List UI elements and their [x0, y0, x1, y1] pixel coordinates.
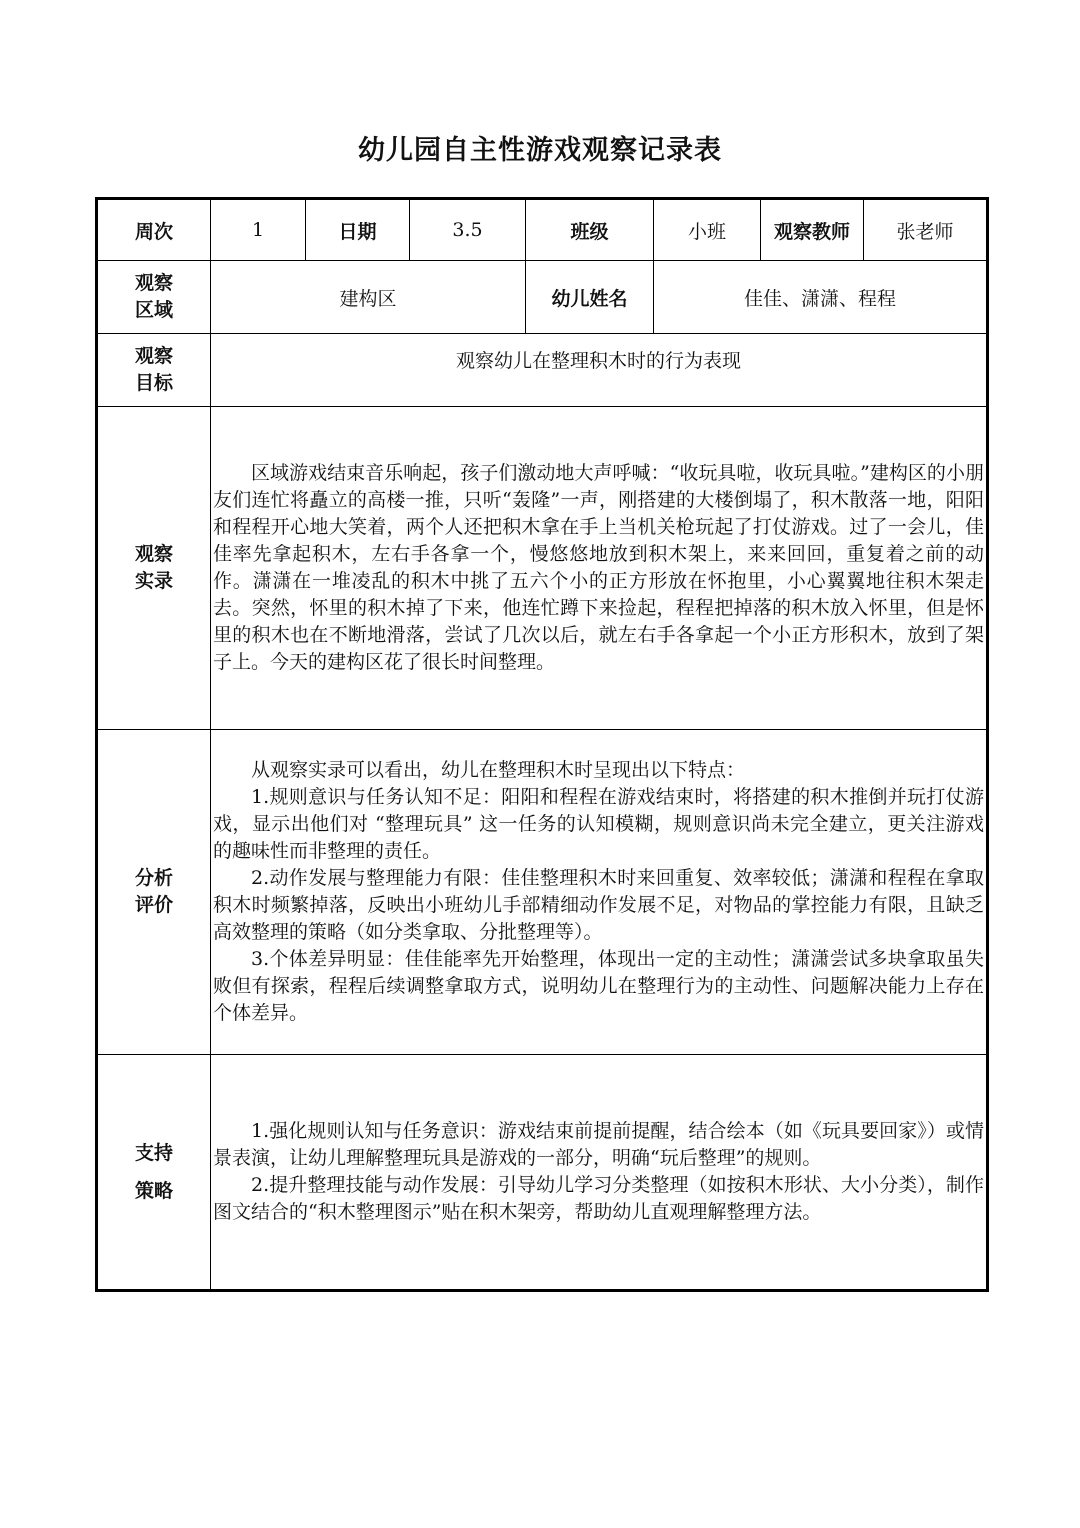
analysis-paragraph-1: 1.规则意识与任务认知不足：阳阳和程程在游戏结束时，将搭建的积木推倒并玩打仗游戏，显示出他们对 “整理玩具” 这一任务的认知模糊，规则意识尚未完全建立，更关注游戏的趣味性而非整理的责任。 — [213, 786, 984, 862]
strategy-content-cell — [211, 1055, 988, 1291]
child-name-value: 佳佳、潇潇、程程 — [654, 261, 988, 334]
record-paragraph: 区域游戏结束音乐响起，孩子们激动地大声呼喊：“收玩具啦，收玩具啦。”建构区的小朋友们连忙将矗立的高楼一推，只听“轰隆”一声，刚搭建的大楼倒塌了，积木散落一地，阳阳和程程开心地大笑着，两个人还把积木拿在手上当机关枪玩起了打仗游戏。过了一会儿，佳佳率先拿起积木，左右手各拿一个，慢悠悠地放到积木架上，来来回回，重复着之前的动作。潇潇在一堆凌乱的积木中挑了五六个小的正方形放在怀抱里，小心翼翼地往积木架走去。突然，怀里的积木掉了下来，他连忙蹲下来捡起，程程把掉落的积木放入怀里，但是怀里的积木也在不断地滑落，尝试了几次以后，就左右手各拿起一个小正方形积木，放到了架子上。今天的建构区花了很长时间整理。 — [213, 462, 984, 673]
teacher-value: 张老师 — [864, 199, 988, 261]
goal-label-line2: 目标 — [134, 372, 173, 394]
analysis-label — [97, 730, 211, 1055]
goal-label-line1: 观察 — [134, 345, 173, 367]
class-label: 班级 — [526, 199, 654, 261]
analysis-paragraph-2: 2.动作发展与整理能力有限：佳佳整理积木时来回重复、效率较低；潇潇和程程在拿取积木时频繁掉落，反映出小班幼儿手部精细动作发展不足，对物品的掌控能力有限，且缺乏高效整理的策略（如分类拿取、分批整理等）。 — [213, 867, 984, 943]
teacher-label: 观察教师 — [761, 199, 864, 261]
record-label-line1: 观察 — [134, 543, 173, 565]
strategy-paragraph-1: 1.强化规则认知与任务意识：游戏结束前提前提醒，结合绘本（如《玩具要回家》）或情景表演，让幼儿理解整理玩具是游戏的一部分，明确“玩后整理”的规则。 — [213, 1120, 984, 1169]
analysis-label-line1: 分析 — [134, 867, 173, 889]
record-content-cell — [211, 407, 988, 730]
week-label: 周次 — [97, 199, 211, 261]
strategy-label-line2: 策略 — [134, 1180, 173, 1202]
child-name-label: 幼儿姓名 — [526, 261, 654, 334]
analysis-paragraph-3: 3.个体差异明显：佳佳能率先开始整理，体现出一定的主动性；潇潇尝试多块拿取虽失败但有探索，程程后续调整拿取方式，说明幼儿在整理行为的主动性、问题解决能力上存在个体差异。 — [213, 948, 984, 1024]
observation-record-table — [95, 197, 989, 1292]
record-label-line2: 实录 — [134, 570, 173, 592]
area-label-line2: 区域 — [134, 299, 173, 321]
goal-value-cell — [211, 334, 988, 407]
goal-row — [97, 334, 988, 407]
area-label-line1: 观察 — [134, 272, 173, 294]
page-title: 幼儿园自主性游戏观察记录表 — [358, 135, 722, 166]
strategy-paragraph-2: 2.提升整理技能与动作发展：引导幼儿学习分类整理（如按积木形状、大小分类），制作图文结合的“积木整理图示”贴在积木架旁，帮助幼儿直观理解整理方法。 — [213, 1174, 984, 1223]
analysis-paragraph-intro: 从观察实录可以看出，幼儿在整理积木时呈现出以下特点： — [251, 759, 746, 781]
week-value: 1 — [211, 199, 306, 261]
date-value: 3.5 — [410, 199, 526, 261]
strategy-label — [97, 1055, 211, 1291]
area-value: 建构区 — [211, 261, 526, 334]
analysis-content-cell — [211, 730, 988, 1055]
area-row — [97, 261, 988, 334]
goal-value: 观察幼儿在整理积木时的行为表现 — [455, 349, 741, 372]
strategy-label-line1: 支持 — [134, 1142, 173, 1164]
header-row — [97, 199, 988, 261]
area-label — [97, 261, 211, 334]
record-label — [97, 407, 211, 730]
analysis-row — [97, 730, 988, 1055]
class-value: 小班 — [654, 199, 761, 261]
strategy-row — [97, 1055, 988, 1291]
analysis-label-line2: 评价 — [134, 894, 173, 916]
date-label: 日期 — [306, 199, 410, 261]
record-row — [97, 407, 988, 730]
goal-label — [97, 334, 211, 407]
